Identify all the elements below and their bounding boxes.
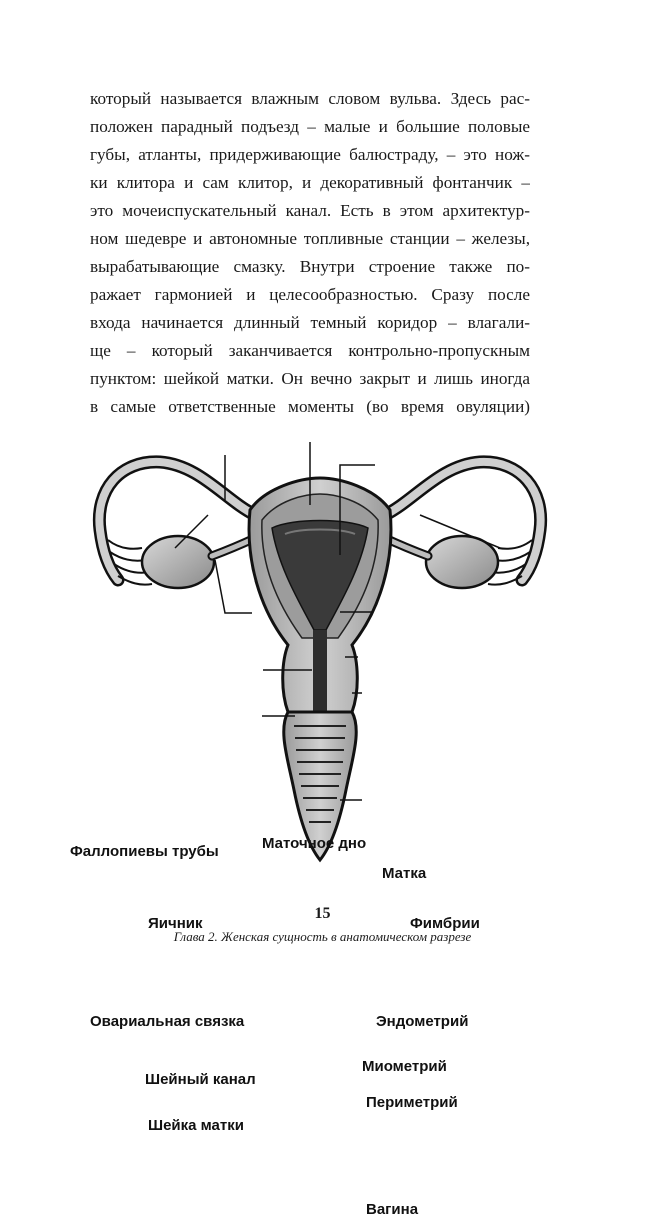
text-line: губы, атланты, придерживающие балюстраду, – это нож- bbox=[90, 145, 530, 164]
label-cervix: Шейка матки bbox=[148, 1117, 244, 1134]
label-ovarian-ligament: Овариальная связка bbox=[90, 1013, 245, 1030]
text-line: ражает гармонией и целесообразностью. Сразу после bbox=[90, 285, 530, 304]
cervical-canal bbox=[313, 630, 327, 714]
left-ovary bbox=[142, 536, 214, 588]
chapter-footer: Глава 2. Женская сущность в анатомическом разрезе bbox=[173, 929, 472, 944]
label-uterus: Матка bbox=[382, 865, 427, 882]
text-line: ки клитора и сам клитор, и декоративный фонтанчик – bbox=[90, 173, 530, 192]
body-text bbox=[90, 85, 530, 421]
text-line: ном шедевре и автономные топливные станции – железы, bbox=[90, 229, 530, 248]
text-line: пунктом: шейкой матки. Он вечно закрыт и лишь иногда bbox=[90, 369, 530, 388]
text-line: в самые ответственные моменты (во время овуляции) bbox=[90, 397, 530, 416]
uterus-illustration bbox=[0, 410, 645, 880]
label-perimetrium: Периметрий bbox=[366, 1094, 458, 1111]
text-line: входа начинается длинный темный коридор – влагали- bbox=[90, 313, 530, 332]
text-line: положен парадный подъезд – малые и большие половые bbox=[90, 117, 530, 136]
label-fallopian-tubes: Фаллопиевы трубы bbox=[70, 843, 219, 860]
text-line: это мочеиспускательный канал. Есть в этом архитектур- bbox=[90, 201, 530, 220]
label-cervical-canal: Шейный канал bbox=[145, 1071, 256, 1088]
label-endometrium: Эндометрий bbox=[376, 1013, 469, 1030]
label-vagina: Вагина bbox=[366, 1201, 419, 1218]
text-line: ще – который заканчивается контрольно-пропускным bbox=[90, 341, 530, 360]
text-line: который называется влажным словом вульва. Здесь рас- bbox=[90, 89, 530, 108]
label-uterine-fundus: Маточное дно bbox=[262, 835, 367, 852]
label-fimbriae: Фимбрии bbox=[410, 915, 480, 932]
text-line: вырабатывающие смазку. Внутри строение также по- bbox=[90, 257, 530, 276]
label-myometrium: Миометрий bbox=[362, 1058, 447, 1075]
page-number: 15 bbox=[314, 905, 331, 922]
label-ovary: Яичник bbox=[148, 915, 203, 932]
right-ovary bbox=[426, 536, 498, 588]
